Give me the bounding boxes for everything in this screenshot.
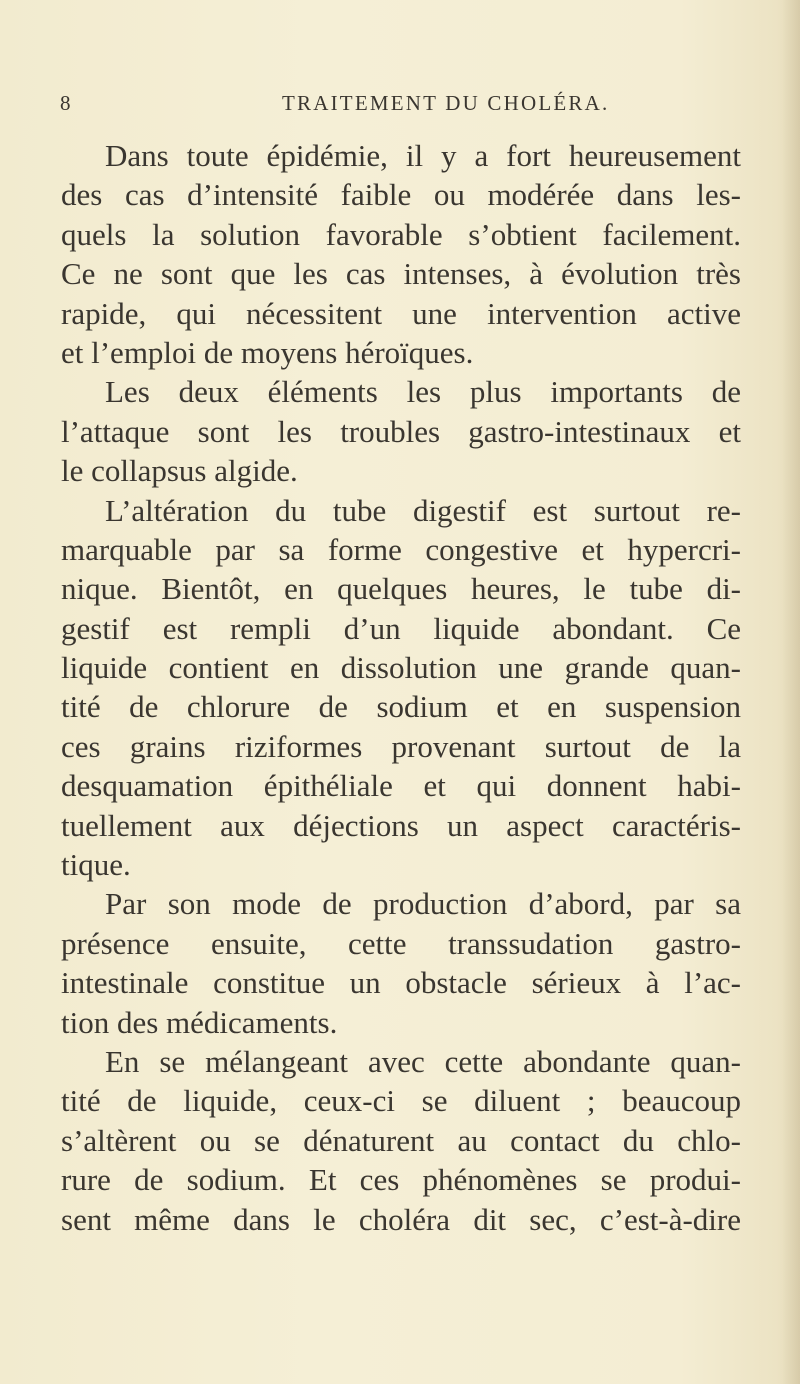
text-line: L’altération du tube digestif est surtout re- <box>105 492 741 528</box>
text-line: le collapsus algide. <box>61 453 298 489</box>
page-header <box>60 91 740 121</box>
page-number: 8 <box>60 91 72 115</box>
text-line: En se mélangeant avec cette abondante quan- <box>105 1043 741 1079</box>
text-line: et l’emploi de moyens héroïques. <box>61 334 474 370</box>
text-line: desquamation épithéliale et qui donnent habi- <box>61 768 741 804</box>
text-line: l’attaque sont les troubles gastro-intestinaux et <box>61 413 741 449</box>
text-line: gestif est rempli d’un liquide abondant. Ce <box>61 610 741 646</box>
text-line: rure de sodium. Et ces phénomènes se produi- <box>61 1162 741 1198</box>
page-edge-shadow <box>782 0 800 1384</box>
text-line: tuellement aux déjections un aspect caractéris- <box>61 807 741 843</box>
text-line: nique. Bientôt, en quelques heures, le tube di- <box>61 571 741 607</box>
text-line: ces grains riziformes provenant surtout de la <box>61 728 741 764</box>
text-line: présence ensuite, cette transsudation gastro- <box>61 925 741 961</box>
text-line: des cas d’intensité faible ou modérée dans les- <box>61 177 741 213</box>
text-line: tion des médicaments. <box>61 1004 338 1040</box>
text-line: s’altèrent ou se dénaturent au contact du chlo- <box>61 1122 741 1158</box>
text-line: quels la solution favorable s’obtient facilement. <box>61 216 741 252</box>
text-line: tité de chlorure de sodium et en suspension <box>61 689 741 725</box>
text-line: marquable par sa forme congestive et hypercri- <box>61 531 741 567</box>
running-head: TRAITEMENT DU CHOLÉRA. <box>282 91 610 115</box>
text-line: Les deux éléments les plus importants de <box>105 374 741 410</box>
text-line: Par son mode de production d’abord, par sa <box>105 886 741 922</box>
text-line: tique. <box>61 847 131 883</box>
text-line: sent même dans le choléra dit sec, c’est-à-dire <box>61 1201 741 1237</box>
text-line: tité de liquide, ceux-ci se diluent ; beaucoup <box>61 1083 741 1119</box>
text-line: intestinale constitue un obstacle sérieux à l’ac- <box>61 965 741 1001</box>
text-line: rapide, qui nécessitent une intervention active <box>61 295 741 331</box>
text-line: liquide contient en dissolution une grande quan- <box>61 650 741 686</box>
text-line: Ce ne sont que les cas intenses, à évolution très <box>61 256 741 292</box>
text-line: Dans toute épidémie, il y a fort heureusement <box>105 138 741 173</box>
body-text <box>61 136 741 1239</box>
